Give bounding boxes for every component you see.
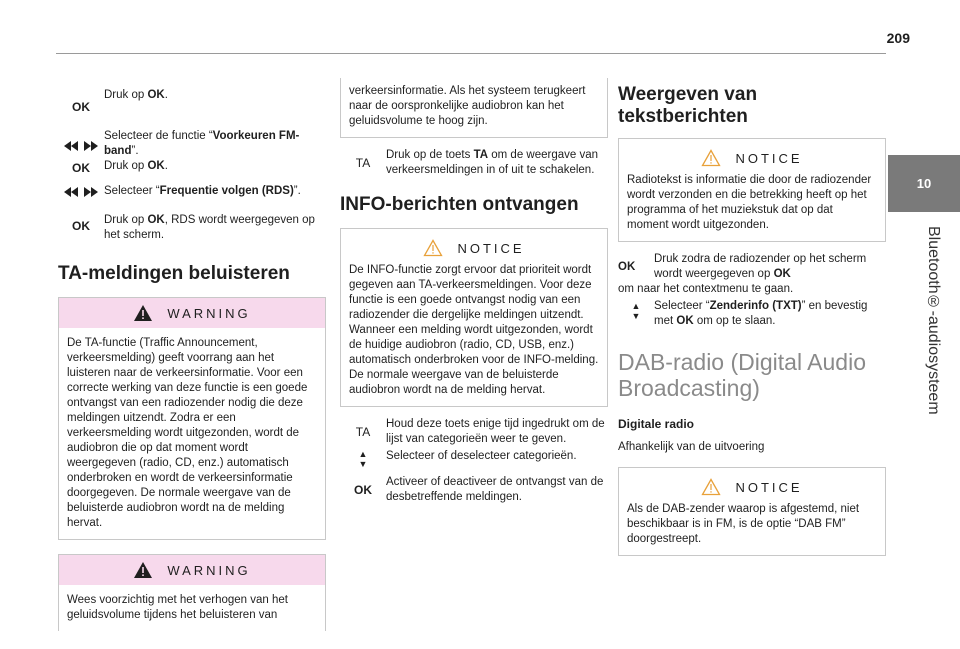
up-down-arrows-icon xyxy=(340,449,386,469)
notice-header xyxy=(627,474,877,502)
step-text: Druk op de toets TA om de weergave van verkeersmeldingen in of uit te schakelen. xyxy=(386,149,599,176)
notice-text: Radiotekst is informatie die door de radiozender wordt verzonden en die betrekking heeft op het programma of het muziekstuk dat op dat moment wordt uitgezonden. xyxy=(627,174,872,231)
step-text: Houd deze toets enige tijd ingedrukt om de lijst van categorieën weer te geven. xyxy=(386,418,605,445)
step-text: Activeer of deactiveer de ontvangst van de desbetreffende meldingen. xyxy=(386,476,604,503)
warning-header xyxy=(59,298,325,328)
left-right-arrows-icon xyxy=(58,129,104,151)
notice-box xyxy=(340,228,608,407)
step-arrows xyxy=(58,184,326,199)
step-text: Selecteer of deselecteer categorieën. xyxy=(386,450,577,462)
step-text: Druk op OK. xyxy=(104,89,168,101)
step-text: Druk op OK, RDS wordt weergegeven op het scherm. xyxy=(104,214,315,241)
step-text: Druk zodra de radiozender op het scherm wordt weergegeven op OK xyxy=(654,253,867,280)
column-3 xyxy=(618,84,886,556)
step-ok xyxy=(340,475,608,505)
notice-label: NOTICE xyxy=(457,240,525,256)
chapter-title: Bluetooth®-audiosysteem xyxy=(925,226,942,415)
notice-icon xyxy=(423,239,443,257)
ok-button-icon: OK xyxy=(72,161,90,175)
ok-button-icon: OK xyxy=(618,261,636,273)
ok-button-icon: OK xyxy=(72,219,90,233)
step-ok xyxy=(58,88,326,115)
step-updown xyxy=(340,449,608,469)
step-text-cont: om naar het contextmenu te gaan. xyxy=(618,283,794,295)
warning-icon xyxy=(133,561,153,579)
notice-text: De INFO-functie zorgt ervoor dat prioriteit wordt gegeven aan TA-verkeersmeldingen. Voor deze functie is een goede ontvangst nodig van een radiozender die dergelijke meldingen uitzendt. Wanneer een melding wordt uitgezonden, wordt de huidige audiobron (radio, CD, USB, enz.) automatisch onderbroken voor de INFO-melding. De normale weergave van de beluisterde audiobron wordt na de melding hervat. xyxy=(349,264,599,396)
notice-icon xyxy=(701,149,721,167)
notice-header xyxy=(349,235,599,263)
left-right-arrows-icon xyxy=(58,184,104,197)
chapter-tab: 10 xyxy=(888,155,960,212)
step-ok xyxy=(58,213,326,243)
up-arrow-icon: ▲ xyxy=(631,301,641,311)
dab-title: DAB-radio (Digital Audio Broadcasting) xyxy=(618,349,867,401)
step-text: Druk op OK. xyxy=(104,160,168,172)
warning-continued xyxy=(340,78,608,138)
warning-header xyxy=(59,555,325,585)
warning-icon xyxy=(133,304,153,322)
subheading: Digitale radio xyxy=(618,417,695,431)
ok-button-icon: OK xyxy=(354,483,372,497)
warning-text: verkeersinformatie. Als het systeem terugkeert naar de oorspronkelijke audiobron kan het geluidsvolume te hoog zijn. xyxy=(349,85,586,127)
warning-text: Wees voorzichtig met het verhogen van het geluidsvolume tijdens het beluisteren van xyxy=(67,594,288,621)
notice-label: NOTICE xyxy=(735,479,803,495)
section-title: Weergeven van tekstberichten xyxy=(618,84,758,127)
warning-label: WARNING xyxy=(167,305,251,321)
notice-label: NOTICE xyxy=(735,150,803,166)
ok-button-icon: OK xyxy=(72,100,90,114)
step-text: Selecteer de functie “Voorkeuren FM-band”. xyxy=(104,130,300,157)
page-number: 209 xyxy=(886,30,910,46)
ta-button-icon: TA xyxy=(355,156,371,170)
step-ta xyxy=(340,417,608,447)
step-updown xyxy=(618,299,886,329)
notice-header xyxy=(627,145,877,173)
step-arrows xyxy=(58,129,326,159)
step-ok xyxy=(618,252,886,297)
notice-icon xyxy=(701,478,721,496)
down-arrow-icon: ▼ xyxy=(358,459,368,469)
section-title: TA-meldingen beluisteren xyxy=(58,263,290,284)
warning-box xyxy=(58,554,326,631)
section-title: INFO-berichten ontvangen xyxy=(340,194,579,215)
step-text: Selecteer “Zenderinfo (TXT)” en bevestig met OK om op te slaan. xyxy=(654,300,868,327)
column-1 xyxy=(58,72,326,631)
column-2 xyxy=(340,78,608,511)
notice-box xyxy=(618,467,886,556)
header-rule xyxy=(56,53,886,54)
ta-button-icon: TA xyxy=(355,425,371,439)
warning-text: De TA-functie (Traffic Announcement, verkeersmelding) geeft voorrang aan het luisteren naar de verkeersinformatie. Voor een correcte werking van deze functie is een goede ontvangst van een radiozender nodig die deze meldingen uitzendt. Zodra er een verkeersmelding wordt uitgezonden, wordt de audiobron die op dat moment wordt weergegeven (radio, CD, enz.) automatisch onderbroken en wordt de verkeersinformatie doorgegeven. De normale weergave van de beluisterde audiobron wordt na de melding hervat. xyxy=(67,337,308,529)
step-ta xyxy=(340,148,608,178)
warning-label: WARNING xyxy=(167,562,251,578)
notice-box xyxy=(618,138,886,242)
warning-box xyxy=(58,297,326,540)
up-arrow-icon: ▲ xyxy=(358,449,368,459)
step-text: Selecteer “Frequentie volgen (RDS)”. xyxy=(104,185,301,197)
step-ok xyxy=(58,159,326,176)
down-arrow-icon: ▼ xyxy=(631,311,641,321)
up-down-arrows-icon xyxy=(618,299,654,321)
notice-text: Als de DAB-zender waarop is afgestemd, niet beschikbaar is in FM, is de optie “DAB FM” doorgestreept. xyxy=(627,503,860,545)
subtext: Afhankelijk van de uitvoering xyxy=(618,441,765,453)
